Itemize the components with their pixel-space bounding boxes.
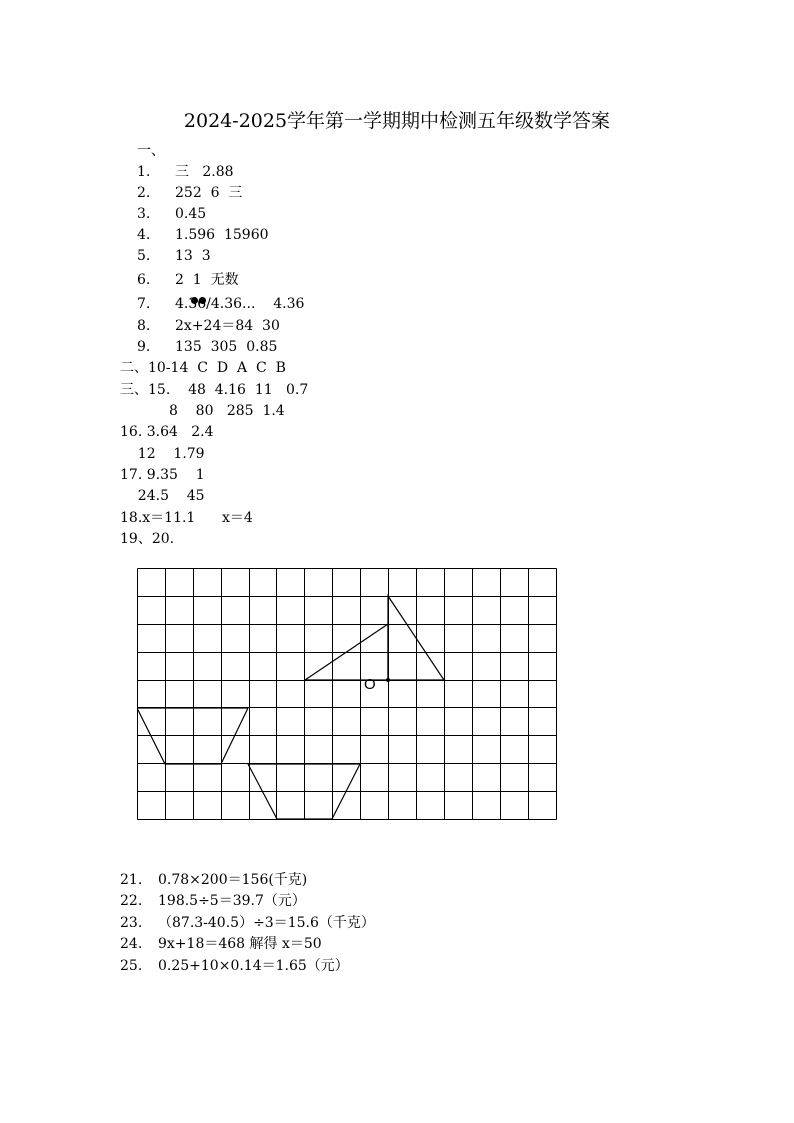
answer-item-3	[137, 205, 206, 223]
item-number: 24.	[120, 936, 143, 952]
answer-item-5	[137, 247, 211, 265]
answer-item-8	[137, 317, 280, 335]
item-answer: 0.25+10×0.14＝1.65（元）	[158, 958, 349, 974]
item-answer: 9x+18＝468 解得 x＝50	[158, 936, 322, 952]
item-number: 2.	[137, 185, 151, 201]
item-number: 23.	[120, 915, 143, 931]
item-answer: 2x+24＝84 30	[175, 318, 280, 334]
answer-item-4	[137, 226, 269, 244]
item-number: 21.	[120, 872, 143, 888]
answer-item-1	[137, 163, 234, 181]
section-1-heading: 一、	[137, 143, 165, 159]
item-number: 8.	[137, 318, 151, 334]
item-number: 9.	[137, 339, 151, 355]
item-answer: 1.596 15960	[175, 227, 269, 243]
item-answer: 135 305 0.85	[175, 339, 278, 355]
answer-item-7	[137, 295, 304, 313]
q16-line-2: 12 1.79	[120, 446, 205, 462]
answer-grid-figure	[137, 568, 557, 820]
item-answer: 2 1 无数	[175, 272, 239, 288]
section-3-line-1: 三、15. 48 4.16 11 0.7	[120, 382, 309, 398]
q19-20-label: 19、20.	[120, 531, 175, 547]
answer-item-6	[137, 271, 239, 289]
item-answer: （87.3-40.5）÷3＝15.6（千克）	[158, 915, 375, 931]
point-label-o: O	[364, 676, 376, 693]
item-answer: 252 6 三	[175, 185, 243, 201]
rotation-center-point	[386, 678, 390, 682]
item-answer: 三 2.88	[175, 164, 234, 180]
item-answer: 0.45	[175, 206, 207, 222]
answer-22	[120, 892, 306, 910]
answer-25	[120, 957, 349, 975]
item-number: 3.	[137, 206, 151, 222]
q18-answer: 18.x＝11.1 x＝4	[120, 510, 253, 526]
item-number: 6.	[137, 272, 151, 288]
item-answer: 0.78×200＝156(千克)	[158, 872, 308, 888]
item-number: 25.	[120, 958, 143, 974]
item-answer: 13 3	[175, 248, 211, 264]
answer-item-2	[137, 184, 242, 202]
answer-24	[120, 935, 322, 953]
item-number: 5.	[137, 248, 151, 264]
page-title: 2024-2025学年第一学期期中检测五年级数学答案	[183, 110, 611, 132]
q17-line-2: 24.5 45	[120, 488, 205, 504]
answer-21	[120, 871, 307, 889]
grid-lines	[138, 569, 557, 820]
answer-item-9	[137, 338, 277, 356]
item-number: 1.	[137, 164, 151, 180]
q16-line-1: 16. 3.64 2.4	[120, 424, 214, 440]
item-number: 22.	[120, 893, 143, 909]
item-number: 4.	[137, 227, 151, 243]
item-answer: 198.5÷5＝39.7（元）	[158, 893, 306, 909]
q17-line-1: 17. 9.35 1	[120, 467, 205, 483]
item-number: 7.	[137, 296, 151, 312]
section-3-line-2: 8 80 285 1.4	[120, 403, 285, 419]
item-answer: 4.36/4.36... 4.36	[175, 296, 305, 312]
section-2-answers: 二、10-14 C D A C B	[120, 360, 286, 376]
answer-23	[120, 914, 375, 932]
